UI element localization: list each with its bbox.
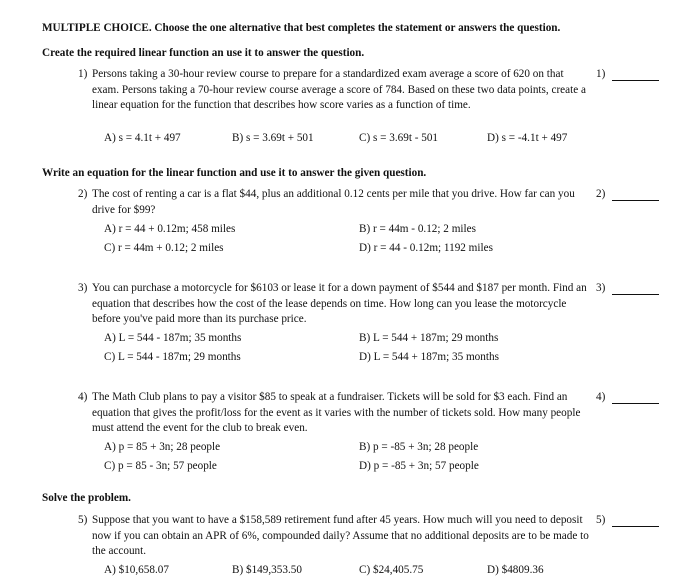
q2-option-a[interactable]: A) r = 44 + 0.12m; 458 miles [104,223,236,235]
q4-option-c[interactable]: C) p = 85 - 3n; 57 people [104,460,217,472]
question-2-text: The cost of renting a car is a flat $44, plus an additional 0.12 cents per mile that you drive. How far can you drive for $99? [92,188,575,216]
q1-option-b[interactable]: B) s = 3.69t + 501 [232,132,314,144]
question-2-number: 2) [78,188,88,200]
q5-option-b[interactable]: B) $149,353.50 [232,564,302,576]
section-heading-3: Solve the problem. [42,492,131,504]
q5-option-c[interactable]: C) $24,405.75 [359,564,424,576]
q3-option-c[interactable]: C) L = 544 - 187m; 29 months [104,351,241,363]
answer-5-blank[interactable] [612,526,659,527]
q5-option-a[interactable]: A) $10,658.07 [104,564,169,576]
question-4-text: The Math Club plans to pay a visitor $85 to speak at a fundraiser. Tickets will be sold for $3 each. Find an equation that gives the profit/loss for the event as it varies with the number of tickets sold. How many people must attend the event for the club to break even. [92,391,581,434]
q5-option-d[interactable]: D) $4809.36 [487,564,544,576]
q2-option-d[interactable]: D) r = 44 - 0.12m; 1192 miles [359,242,493,254]
section-heading-2: Write an equation for the linear function and use it to answer the given question. [42,167,427,179]
answer-1-label: 1) [596,68,606,80]
answer-5-label: 5) [596,514,606,526]
q3-option-a[interactable]: A) L = 544 - 187m; 35 months [104,332,242,344]
q1-option-d[interactable]: D) s = -4.1t + 497 [487,132,568,144]
answer-3-blank[interactable] [612,294,659,295]
question-3-number: 3) [78,282,88,294]
page-header: MULTIPLE CHOICE. Choose the one alternative that best completes the statement or answers the question. [42,22,561,34]
q2-option-c[interactable]: C) r = 44m + 0.12; 2 miles [104,242,224,254]
answer-4-label: 4) [596,391,606,403]
question-5-number: 5) [78,514,88,526]
q2-option-b[interactable]: B) r = 44m - 0.12; 2 miles [359,223,476,235]
q3-option-b[interactable]: B) L = 544 + 187m; 29 months [359,332,499,344]
section-heading-1: Create the required linear function an use it to answer the question. [42,47,365,59]
q3-option-d[interactable]: D) L = 544 + 187m; 35 months [359,351,499,363]
q4-option-b[interactable]: B) p = -85 + 3n; 28 people [359,441,479,453]
question-4-number: 4) [78,391,88,403]
question-1-number: 1) [78,68,88,80]
answer-2-blank[interactable] [612,200,659,201]
question-3-text: You can purchase a motorcycle for $6103 or lease it for a down payment of $544 and $187 per month. Find an equation that describes how the cost of the lease depends on time. How long can you lease the motorcycle before you've paid more than its purchase price. [92,282,587,325]
q1-option-c[interactable]: C) s = 3.69t - 501 [359,132,439,144]
answer-4-blank[interactable] [612,403,659,404]
q4-option-d[interactable]: D) p = -85 + 3n; 57 people [359,460,479,472]
answer-2-label: 2) [596,188,606,200]
q4-option-a[interactable]: A) p = 85 + 3n; 28 people [104,441,221,453]
question-1-text: Persons taking a 30-hour review course to prepare for a standardized exam average a score of 620 on that exam. Persons taking a 70-hour review course average a score of 784. Based on these two data points, create a linear equation for the function that describes how score varies as a function of time. [92,68,586,111]
question-5-text: Suppose that you want to have a $158,589 retirement fund after 45 years. How much will you need to deposit now if you can obtain an APR of 6%, compounded daily? Assume that no additional deposits are to be made to the account. [92,514,589,557]
answer-3-label: 3) [596,282,606,294]
q1-option-a[interactable]: A) s = 4.1t + 497 [104,132,181,144]
answer-1-blank[interactable] [612,80,659,81]
